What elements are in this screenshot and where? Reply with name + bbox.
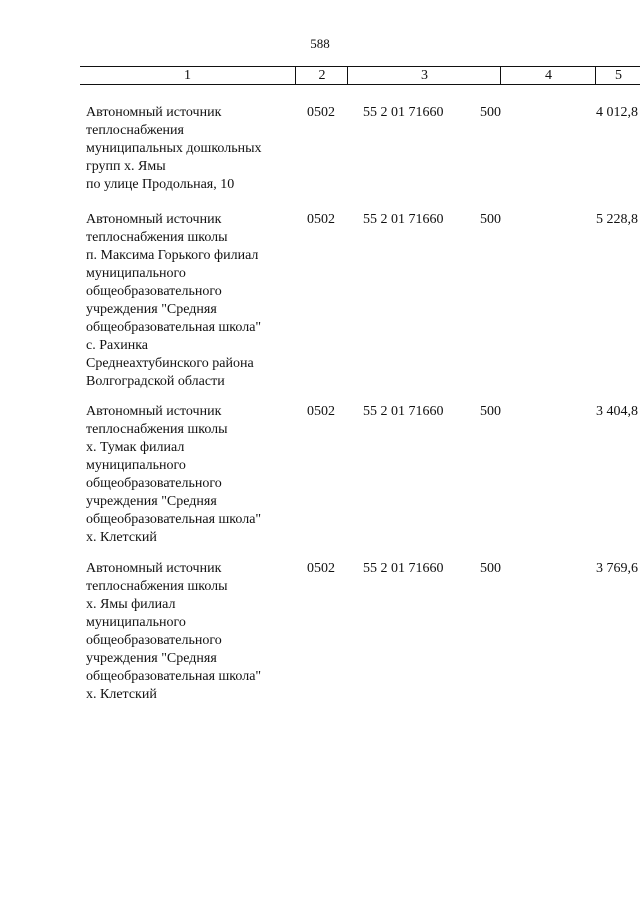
row-name-line: общеобразовательного [86,633,222,648]
row-name-line: Автономный источник [86,404,222,419]
row-amount: 4 012,8 [596,105,638,120]
row-name-line: х. Клетский [86,687,157,702]
row-name-line: Волгоградской области [86,374,225,389]
row-name-line: учреждения "Средняя [86,651,217,666]
row-name-line: х. Клетский [86,530,157,545]
row-name-line: х. Ямы филиал [86,597,176,612]
row-name [86,211,306,391]
row-amount: 3 769,6 [596,561,638,576]
row-section-code: 0502 [307,404,335,419]
row-expense-type: 500 [480,212,501,227]
row-name-line: х. Тумак филиал [86,440,185,455]
row-expense-type: 500 [480,561,501,576]
row-section-code: 0502 [307,212,335,227]
row-target-code: 55 2 01 71660 [363,212,444,227]
row-amount: 5 228,8 [596,212,638,227]
row-name-line: муниципальных дошкольных [86,141,262,156]
row-name-line: групп х. Ямы [86,159,166,174]
row-name [86,104,306,194]
row-name-line: Автономный источник [86,561,222,576]
table-header [80,66,640,85]
row-name-line: теплоснабжения школы [86,422,228,437]
row-name-line: п. Максима Горького филиал [86,248,259,263]
row-name-line: муниципального [86,266,186,281]
row-name-line: общеобразовательная школа" [86,512,262,527]
row-name-line: теплоснабжения [86,123,184,138]
row-name-line: общеобразовательная школа" [86,669,262,684]
row-name [86,560,306,704]
row-name-line: с. Рахинка [86,338,149,353]
row-name-line: муниципального [86,615,186,630]
row-name-line: муниципального [86,458,186,473]
row-target-code: 55 2 01 71660 [363,105,444,120]
row-name-line: учреждения "Средняя [86,302,217,317]
row-name-line: теплоснабжения школы [86,579,228,594]
header-col-2: 2 [295,67,348,84]
page-number: 588 [310,36,330,51]
row-name-line: общеобразовательного [86,284,222,299]
row-expense-type: 500 [480,404,501,419]
row-target-code: 55 2 01 71660 [363,404,444,419]
row-name-line: теплоснабжения школы [86,230,228,245]
row-name-line: общеобразовательного [86,476,222,491]
row-name-line: по улице Продольная, 10 [86,177,235,192]
header-col-5: 5 [595,67,640,84]
row-target-code: 55 2 01 71660 [363,561,444,576]
row-name [86,403,306,547]
header-col-4: 4 [500,67,596,84]
row-name-line: Автономный источник [86,105,222,120]
row-section-code: 0502 [307,561,335,576]
header-col-1: 1 [184,68,191,83]
row-amount: 3 404,8 [596,404,638,419]
row-name-line: учреждения "Средняя [86,494,217,509]
row-section-code: 0502 [307,105,335,120]
row-name-line: общеобразовательная школа" [86,320,262,335]
row-expense-type: 500 [480,105,501,120]
row-name-line: Среднеахтубинского района [86,356,254,371]
header-col-3: 3 [347,67,501,84]
row-name-line: Автономный источник [86,212,222,227]
